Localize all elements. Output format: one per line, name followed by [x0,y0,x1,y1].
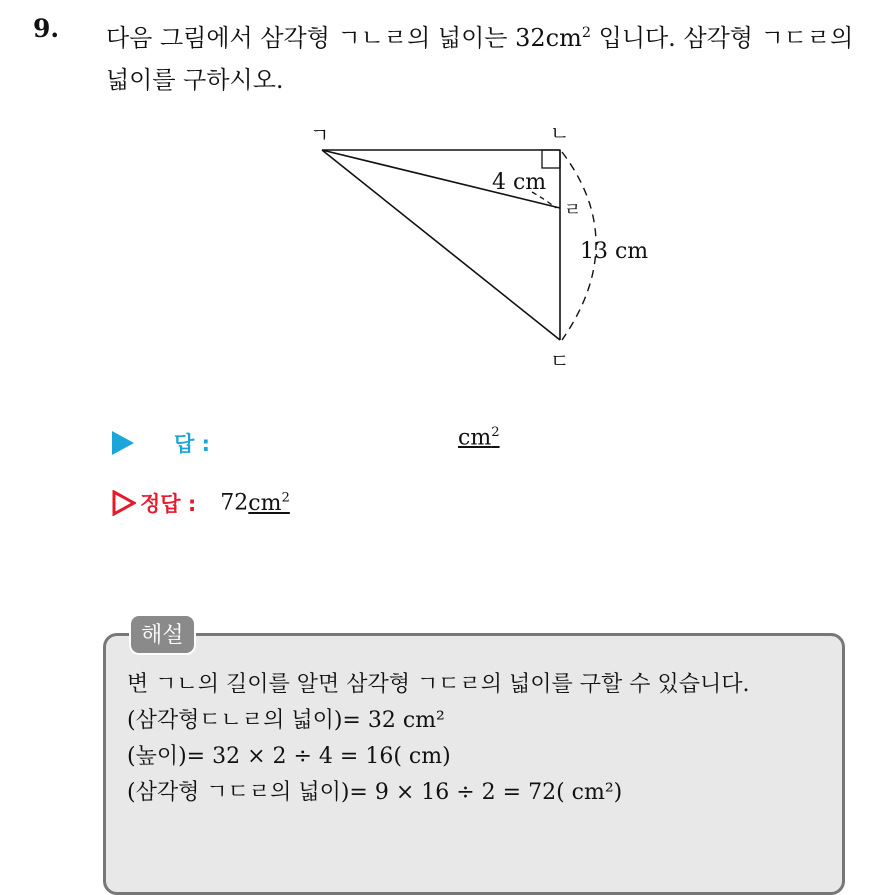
label-vertex-d: ㄹ [564,200,582,221]
correct-answer-unit: $cm^2$ [248,490,290,516]
question-number: 9. [33,14,60,43]
length-label-4cm: 4 cm [492,170,547,195]
explanation-line-2: (삼각형ㄷㄴㄹ의 넓이)= 32 cm² [127,708,445,733]
label-vertex-a: ㄱ [310,123,330,147]
question-text [106,12,866,101]
answer-unit-sup: 2 [491,425,500,440]
question-text-part1: 다음 그림에서 삼각형 ㄱㄴㄹ의 넓이는 32 [106,24,546,52]
correct-answer-value [220,490,290,515]
explanation-line-1: 변 ㄱㄴ의 길이를 알면 삼각형 ㄱㄷㄹ의 넓이를 구할 수 있습니다. [127,672,750,697]
correct-answer-row [112,488,290,518]
length-label-13cm: 13 cm [580,239,649,264]
right-angle-mark [542,150,560,168]
question-text-unit: cm [545,24,582,52]
explanation-line-4: (삼각형 ㄱㄷㄹ의 넓이)= 9 × 16 ÷ 2 = 72( cm²) [127,780,623,805]
triangle-diagram [300,112,670,372]
explanation-line-3: (높이)= 32 × 2 ÷ 4 = 16( cm) [127,744,451,769]
explanation-tab: 해설 [129,614,196,655]
correct-marker-icon [112,490,136,516]
answer-unit [458,425,500,450]
label-vertex-c: ㄷ [550,349,570,372]
explanation-text [127,667,832,811]
question-text-sup: 2 [581,25,591,41]
answer-unit-text: cm [458,425,492,451]
answer-label: 답 : [174,432,210,456]
question-text-part2: 입니다. 삼각형 ㄱㄷㄹ의 넓이를 구하시오. [106,24,854,94]
answer-marker-icon [112,431,134,455]
answer-row [112,428,210,458]
correct-answer-label: 정답 : [140,492,197,516]
label-vertex-b: ㄴ [550,121,570,145]
correct-answer-number: 72 [220,490,249,516]
